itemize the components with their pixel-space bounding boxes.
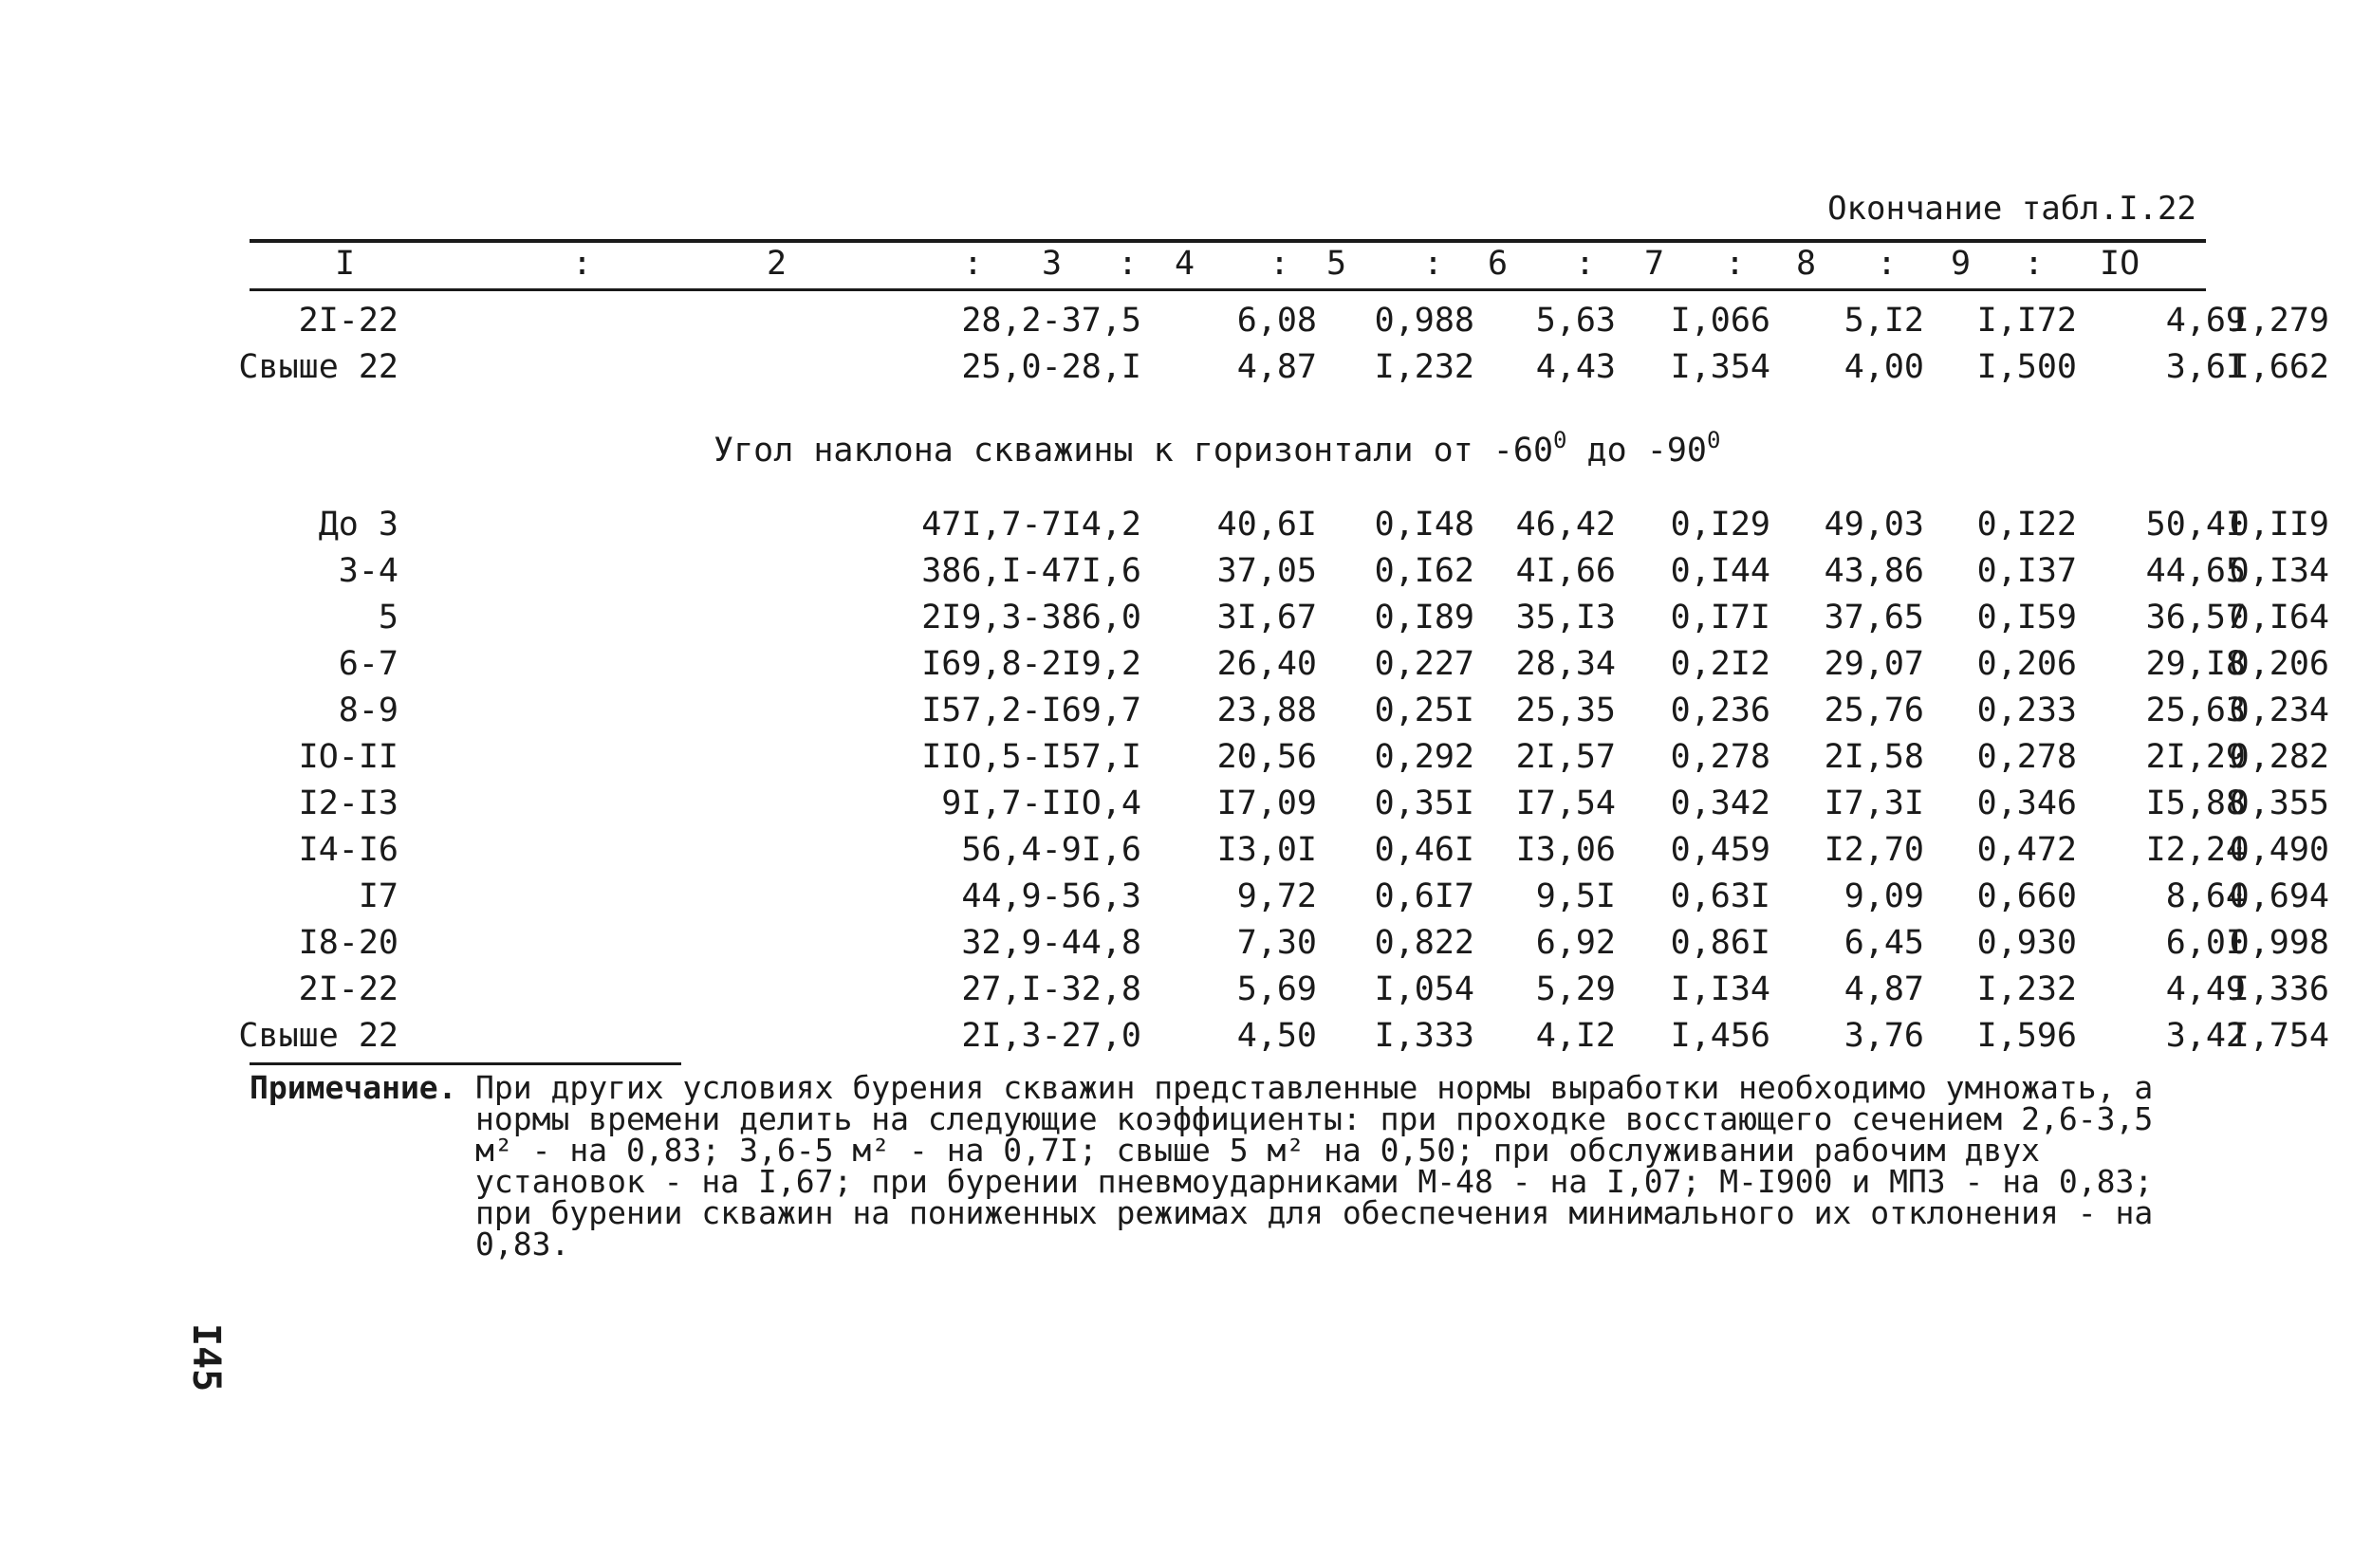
table-bottom-rule [250, 1062, 681, 1065]
header-separator: : [572, 245, 593, 283]
table-cell-col-7: 4,87 [1843, 970, 1924, 1008]
header-col-10: IO [2100, 245, 2140, 283]
table-cell-col-5: 4,43 [1535, 348, 1616, 386]
table-cell-col-1: 2I-22 [298, 302, 398, 340]
table-cell-col-10: 0,355 [2229, 784, 2329, 822]
table-cell-col-4: 0,822 [1374, 924, 1474, 962]
table-cell-col-1: 8-9 [338, 692, 398, 729]
header-col-2: 2 [767, 245, 787, 283]
table-cell-col-7: 25,76 [1824, 692, 1924, 729]
table-cell-col-5: 46,42 [1515, 506, 1616, 544]
table-cell-col-6: I,354 [1670, 348, 1770, 386]
table-cell-col-1: До 3 [318, 506, 398, 544]
table-cell-col-1: I7 [358, 877, 398, 915]
table-cell-col-8: 0,206 [1976, 645, 2077, 683]
table-cell-col-3: 37,05 [1216, 552, 1317, 590]
table-row [250, 877, 2329, 925]
table-cell-col-8: 0,472 [1976, 831, 2077, 869]
table-cell-col-6: 0,342 [1670, 784, 1770, 822]
table-cell-col-7: 37,65 [1824, 599, 1924, 636]
table-cell-col-10: 0,234 [2229, 692, 2329, 729]
table-cell-col-6: I,456 [1670, 1017, 1770, 1055]
table-cell-col-4: 0,35I [1374, 784, 1474, 822]
table-cell-col-10: 0,II9 [2229, 506, 2329, 544]
table-cell-col-1: I4-I6 [298, 831, 398, 869]
table-cell-col-4: I,232 [1374, 348, 1474, 386]
table-cell-col-9: 36,57 [2145, 599, 2246, 636]
table-cell-col-5: 25,35 [1515, 692, 1616, 729]
table-cell-col-5: I7,54 [1515, 784, 1616, 822]
table-cell-col-8: 0,278 [1976, 738, 2077, 776]
table-cell-col-9: 8,64 [2165, 877, 2246, 915]
table-cell-col-4: 0,I48 [1374, 506, 1474, 544]
table-row [250, 831, 2329, 878]
table-cell-col-5: 28,34 [1515, 645, 1616, 683]
table-cell-col-1: 3-4 [338, 552, 398, 590]
table-cell-col-1: 6-7 [338, 645, 398, 683]
table-cell-col-6: 0,63I [1670, 877, 1770, 915]
table-cell-col-3: 26,40 [1216, 645, 1317, 683]
table-cell-col-8: 0,233 [1976, 692, 2077, 729]
table-cell-col-8: 0,346 [1976, 784, 2077, 822]
table-header-row [250, 245, 2206, 292]
table-row [250, 738, 2329, 785]
table-cell-col-10: 0,206 [2229, 645, 2329, 683]
table-cell-col-1: 2I-22 [298, 970, 398, 1008]
table-cell-col-2: 32,9-44,8 [961, 924, 1141, 962]
table-cell-col-5: 4,I2 [1535, 1017, 1616, 1055]
table-cell-col-7: 6,45 [1843, 924, 1924, 962]
table-row [250, 924, 2329, 971]
table-cell-col-2: IIO,5-I57,I [921, 738, 1141, 776]
table-cell-col-10: 0,998 [2229, 924, 2329, 962]
header-col-6: 6 [1488, 245, 1509, 283]
table-cell-col-6: 0,236 [1670, 692, 1770, 729]
table-cell-col-5: 35,I3 [1515, 599, 1616, 636]
table-cell-col-6: I,I34 [1670, 970, 1770, 1008]
table-cell-col-4: 0,46I [1374, 831, 1474, 869]
section-title-text: Угол наклона скважины к горизонтали от -60 [713, 432, 1554, 470]
table-cell-col-6: 0,I7I [1670, 599, 1770, 636]
table-cell-col-7: 4,00 [1843, 348, 1924, 386]
table-cell-col-9: 4,49 [2165, 970, 2246, 1008]
table-cell-col-9: 29,I8 [2145, 645, 2246, 683]
table-cell-col-2: 27,I-32,8 [961, 970, 1141, 1008]
table-cell-col-9: I5,88 [2145, 784, 2246, 822]
table-cell-col-9: 25,63 [2145, 692, 2246, 729]
table-cell-col-8: I,596 [1976, 1017, 2077, 1055]
table-cell-col-9: 3,42 [2165, 1017, 2246, 1055]
table-cell-col-7: 29,07 [1824, 645, 1924, 683]
table-cell-col-8: 0,I37 [1976, 552, 2077, 590]
table-cell-col-9: 2I,29 [2145, 738, 2246, 776]
header-separator: : [1725, 245, 1746, 283]
page-number: I45 [184, 1323, 228, 1393]
table-cell-col-5: 5,63 [1535, 302, 1616, 340]
table-cell-col-4: 0,292 [1374, 738, 1474, 776]
table-row [238, 1017, 2329, 1064]
table-cell-col-9: 44,65 [2145, 552, 2246, 590]
table-cell-col-8: I,I72 [1976, 302, 2077, 340]
table-cell-col-10: I,336 [2229, 970, 2329, 1008]
table-cell-col-3: 23,88 [1216, 692, 1317, 729]
table-cell-col-4: 0,227 [1374, 645, 1474, 683]
table-cell-col-4: 0,25I [1374, 692, 1474, 729]
table-cell-col-10: I,754 [2229, 1017, 2329, 1055]
table-cell-col-2: 9I,7-IIO,4 [941, 784, 1141, 822]
table-cell-col-3: I3,0I [1216, 831, 1317, 869]
header-separator: : [2024, 245, 2045, 283]
table-row [250, 552, 2329, 600]
table-cell-col-3: 4,87 [1236, 348, 1317, 386]
section-title [713, 427, 1720, 470]
table-row [250, 506, 2329, 553]
table-cell-col-2: 25,0-28,I [961, 348, 1141, 386]
table-cell-col-1: Свыше 22 [238, 1017, 398, 1055]
table-caption: Окончание табл.I.22 [1827, 190, 2196, 228]
table-cell-col-6: 0,2I2 [1670, 645, 1770, 683]
table-row [238, 348, 2329, 396]
table-cell-col-8: I,232 [1976, 970, 2077, 1008]
table-row [250, 970, 2329, 1018]
table-cell-col-8: 0,I59 [1976, 599, 2077, 636]
table-cell-col-4: 0,6I7 [1374, 877, 1474, 915]
table-cell-col-2: 2I9,3-386,0 [921, 599, 1141, 636]
table-cell-col-9: 6,0I [2165, 924, 2246, 962]
table-cell-col-7: I7,3I [1824, 784, 1924, 822]
header-col-1: I [335, 245, 356, 283]
table-cell-col-5: I3,06 [1515, 831, 1616, 869]
header-separator: : [1269, 245, 1290, 283]
table-cell-col-4: I,333 [1374, 1017, 1474, 1055]
table-cell-col-6: 0,86I [1670, 924, 1770, 962]
degree-superscript: 0 [1706, 427, 1721, 453]
table-cell-col-10: I,662 [2229, 348, 2329, 386]
table-cell-col-3: 20,56 [1216, 738, 1317, 776]
table-cell-col-10: 0,490 [2229, 831, 2329, 869]
table-cell-col-5: 9,5I [1535, 877, 1616, 915]
table-cell-col-6: 0,459 [1670, 831, 1770, 869]
section-title-mid: до -90 [1566, 432, 1707, 470]
table-cell-col-2: 28,2-37,5 [961, 302, 1141, 340]
header-separator: : [1877, 245, 1898, 283]
table-cell-col-5: 6,92 [1535, 924, 1616, 962]
header-col-8: 8 [1796, 245, 1817, 283]
table-cell-col-4: 0,I89 [1374, 599, 1474, 636]
table-cell-col-2: I57,2-I69,7 [921, 692, 1141, 729]
table-cell-col-10: 0,I34 [2229, 552, 2329, 590]
table-cell-col-5: 4I,66 [1515, 552, 1616, 590]
table-cell-col-9: 50,4I [2145, 506, 2246, 544]
table-cell-col-10: I,279 [2229, 302, 2329, 340]
table-top-rule [250, 239, 2206, 243]
table-cell-col-1: I2-I3 [298, 784, 398, 822]
table-row [250, 302, 2329, 349]
table-cell-col-7: 9,09 [1843, 877, 1924, 915]
table-cell-col-10: 0,I64 [2229, 599, 2329, 636]
header-col-4: 4 [1175, 245, 1195, 283]
table-cell-col-9: 3,6I [2165, 348, 2246, 386]
table-cell-col-5: 5,29 [1535, 970, 1616, 1008]
header-col-5: 5 [1326, 245, 1347, 283]
table-cell-col-4: 0,I62 [1374, 552, 1474, 590]
table-cell-col-2: 2I,3-27,0 [961, 1017, 1141, 1055]
table-cell-col-2: 386,I-47I,6 [921, 552, 1141, 590]
table-cell-col-2: I69,8-2I9,2 [921, 645, 1141, 683]
table-cell-col-8: 0,I22 [1976, 506, 2077, 544]
table-row [250, 692, 2329, 739]
header-separator: : [1575, 245, 1596, 283]
table-cell-col-1: I8-20 [298, 924, 398, 962]
table-cell-col-7: 43,86 [1824, 552, 1924, 590]
table-cell-col-1: 5 [378, 599, 398, 636]
note-label: Примечание. [250, 1069, 457, 1106]
table-cell-col-1: IO-II [298, 738, 398, 776]
table-cell-col-3: 6,08 [1236, 302, 1317, 340]
header-separator: : [1423, 245, 1444, 283]
table-row [250, 599, 2329, 646]
table-cell-col-3: 9,72 [1236, 877, 1317, 915]
table-cell-col-6: 0,I29 [1670, 506, 1770, 544]
table-cell-col-4: 0,988 [1374, 302, 1474, 340]
table-cell-col-7: 3,76 [1843, 1017, 1924, 1055]
table-cell-col-3: 5,69 [1236, 970, 1317, 1008]
table-cell-col-7: 5,I2 [1843, 302, 1924, 340]
header-separator: : [963, 245, 984, 283]
table-cell-col-2: 47I,7-7I4,2 [921, 506, 1141, 544]
table-cell-col-3: 4,50 [1236, 1017, 1317, 1055]
table-cell-col-7: 2I,58 [1824, 738, 1924, 776]
table-header-rule [250, 288, 2206, 291]
table-cell-col-3: 40,6I [1216, 506, 1317, 544]
table-cell-col-7: I2,70 [1824, 831, 1924, 869]
table-cell-col-7: 49,03 [1824, 506, 1924, 544]
table-row [250, 784, 2329, 832]
table-cell-col-5: 2I,57 [1515, 738, 1616, 776]
header-separator: : [1118, 245, 1139, 283]
table-cell-col-2: 56,4-9I,6 [961, 831, 1141, 869]
note-text: При других условиях бурения скважин представленные нормы выработки необходимо умножать, а нормы времени делить на следующие коэффициенты: при проходке восстающего сечением 2,6-3,5 м² - на 0,83; 3,6-5 м² - на 0,7I; свыше 5 м² на 0,50; при обслуживании рабочим двух установок - на I,67; при бурении пневмоударниками М-48 - на I,07; М-I900 и МПЗ - на 0,83; при бурении скважин на пониженных режимах для обеспечения минимального их отклонения - на 0,83. [475, 1069, 2154, 1263]
table-cell-col-3: 3I,67 [1216, 599, 1317, 636]
table-cell-col-4: I,054 [1374, 970, 1474, 1008]
table-cell-col-10: 0,694 [2229, 877, 2329, 915]
table-cell-col-10: 0,282 [2229, 738, 2329, 776]
table-cell-col-8: 0,930 [1976, 924, 2077, 962]
header-col-9: 9 [1951, 245, 1972, 283]
degree-superscript: 0 [1553, 427, 1567, 453]
table-cell-col-8: I,500 [1976, 348, 2077, 386]
header-col-7: 7 [1644, 245, 1665, 283]
table-cell-col-1: Свыше 22 [238, 348, 398, 386]
table-cell-col-2: 44,9-56,3 [961, 877, 1141, 915]
table-cell-col-9: 4,69 [2165, 302, 2246, 340]
table-cell-col-3: 7,30 [1236, 924, 1317, 962]
table-row [250, 645, 2329, 692]
table-cell-col-8: 0,660 [1976, 877, 2077, 915]
table-cell-col-6: I,066 [1670, 302, 1770, 340]
table-cell-col-6: 0,278 [1670, 738, 1770, 776]
table-cell-col-3: I7,09 [1216, 784, 1317, 822]
header-col-3: 3 [1042, 245, 1063, 283]
table-cell-col-6: 0,I44 [1670, 552, 1770, 590]
table-cell-col-9: I2,24 [2145, 831, 2246, 869]
